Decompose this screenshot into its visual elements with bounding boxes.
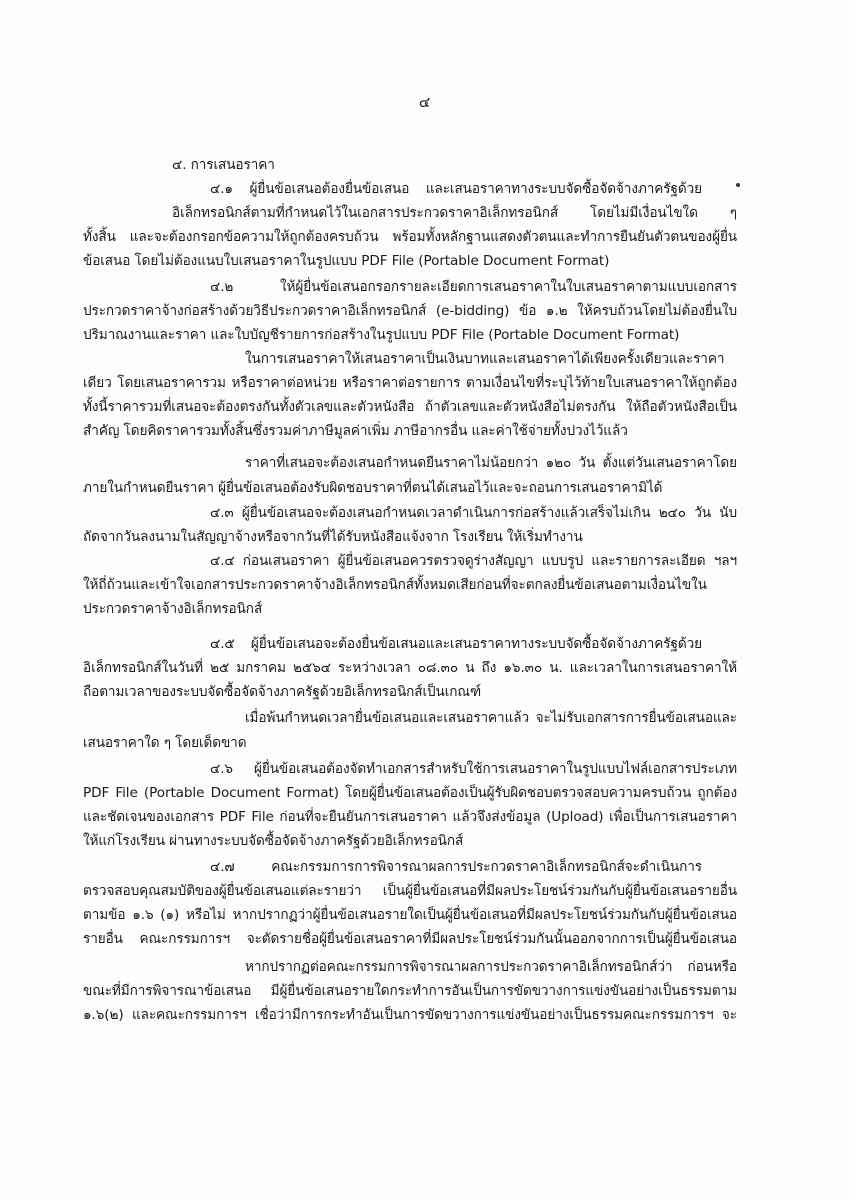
paragraph-line: ๔.๗ คณะกรรมการการพิจารณาผลการประกวดราคาอิเล็กทรอนิกส์จะดำเนินการ — [210, 859, 702, 875]
paragraph-line: เดียว โดยเสนอราคารวม หรือราคาต่อหน่วย หรือราคาต่อรายการ ตามเงื่อนไขที่ระบุไว้ท้ายใบเสนอราคาให้ถูกต้อง — [83, 375, 737, 391]
paragraph-line: ทั้งสิ้น และจะต้องกรอกข้อความให้ถูกต้องครบถ้วน พร้อมทั้งหลักฐานแสดงตัวตนและทำการยืนยันตัวตนของผู้ยื่น — [83, 229, 737, 245]
paragraph-line: ๔.๕ ผู้ยื่นข้อเสนอจะต้องยื่นข้อเสนอและเสนอราคาทางระบบจัดซื้อจัดจ้างภาครัฐด้วย — [210, 636, 702, 652]
paragraph-line: หากปรากฏต่อคณะกรรมการพิจารณาผลการประกวดราคาอิเล็กทรอนิกส์ว่า ก่อนหรือ — [245, 959, 737, 975]
paragraph-line: ในการเสนอราคาให้เสนอราคาเป็นเงินบาทและเสนอราคาได้เพียงครั้งเดียวและราคา — [245, 351, 725, 367]
paragraph-line: ประกวดราคาจ้างอิเล็กทรอนิกส์ — [83, 601, 263, 617]
paragraph-line: ตามข้อ ๑.๖ (๑) หรือไม่ หากปรากฏว่าผู้ยื่นข้อเสนอรายใดเป็นผู้ยื่นข้อเสนอที่มีผลประโยชน์ร่วมกันกับผู้ยื่นข้อเสนอ — [83, 907, 737, 923]
paragraph-line: เสนอราคาใด ๆ โดยเด็ดขาด — [83, 735, 247, 751]
paragraph-line: ภายในกำหนดยืนราคา ผู้ยื่นข้อเสนอต้องรับผิดชอบราคาที่ตนได้เสนอไว้และจะถอนการเสนอราคามิได้ — [83, 480, 663, 496]
paragraph-line: ปริมาณงานและราคา และใบบัญชีรายการก่อสร้างในรูปแบบ PDF File (Portable Document Format) — [83, 327, 680, 343]
paragraph-line: ให้ถี่ถ้วนและเข้าใจเอกสารประกวดราคาจ้างอิเล็กทรอนิกส์ทั้งหมดเสียก่อนที่จะตกลงยื่นข้อเสนอตามเงื่อนไขใน — [83, 577, 707, 593]
paragraph-line: ประกวดราคาจ้างก่อสร้างด้วยวิธีประกวดราคาอิเล็กทรอนิกส์ (e-bidding) ข้อ ๑.๒ ให้ครบถ้วนโดยไม่ต้องยื่นใบ — [83, 303, 737, 319]
paragraph-line: ๔.๖ ผู้ยื่นข้อเสนอต้องจัดทำเอกสารสำหรับใช้การเสนอราคาในรูปแบบไฟล์เอกสารประเภท — [210, 761, 737, 777]
paragraph-line: สำคัญ โดยคิดราคารวมทั้งสิ้นซึ่งรวมค่าภาษีมูลค่าเพิ่ม ภาษีอากรอื่น และค่าใช้จ่ายทั้งปวงไว้แล้ว — [83, 423, 628, 439]
paragraph-line: ๑.๖(๒) และคณะกรรมการฯ เชื่อว่ามีการกระทำอันเป็นการขัดขวางการแข่งขันอย่างเป็นธรรมคณะกรรมการฯ จะ — [83, 1007, 737, 1023]
paragraph-line: ตรวจสอบคุณสมบัติของผู้ยื่นข้อเสนอแต่ละรายว่า เป็นผู้ยื่นข้อเสนอที่มีผลประโยชน์ร่วมกันกับผู้ยื่นข้อเสนอรายอื่น — [83, 883, 737, 899]
paragraph-line: PDF File (Portable Document Format) โดยผู้ยื่นข้อเสนอต้องเป็นผู้รับผิดชอบตรวจสอบความครบถ้วน ถูกต้อง — [83, 785, 737, 801]
section-heading: ๔. การเสนอราคา — [172, 157, 275, 173]
paragraph-line: ถัดจากวันลงนามในสัญญาจ้างหรือจากวันที่ได้รับหนังสือแจ้งจาก โรงเรียน ให้เริ่มทำงาน — [83, 529, 583, 545]
paragraph-line: ๔.๓ ผู้ยื่นข้อเสนอจะต้องเสนอกำหนดเวลาดำเนินการก่อสร้างแล้วเสร็จไม่เกิน ๒๔๐ วัน นับ — [210, 505, 737, 521]
paragraph-line: ๔.๔ ก่อนเสนอราคา ผู้ยื่นข้อเสนอควรตรวจดูร่างสัญญา แบบรูป และรายการละเอียด ฯลฯ — [210, 553, 737, 569]
paragraph-line: อิเล็กทรอนิกส์ตามที่กำหนดไว้ในเอกสารประกวดราคาอิเล็กทรอนิกส์ โดยไม่มีเงื่อนไขใด ๆ — [172, 205, 737, 221]
paragraph-line: ๔.๒ ให้ผู้ยื่นข้อเสนอกรอกรายละเอียดการเสนอราคาในใบเสนอราคาตามแบบเอกสาร — [210, 279, 737, 295]
paragraph-line: ๔.๑ ผู้ยื่นข้อเสนอต้องยื่นข้อเสนอ และเสนอราคาทางระบบจัดซื้อจัดจ้างภาครัฐด้วย — [210, 181, 702, 197]
paragraph-line: และชัดเจนของเอกสาร PDF File ก่อนที่จะยืนยันการเสนอราคา แล้วจึงส่งข้อมูล (Upload) เพื่อเป็นการเสนอราคา — [83, 809, 737, 825]
paragraph-line: ทั้งนี้ราคารวมที่เสนอจะต้องตรงกันทั้งตัวเลขและตัวหนังสือ ถ้าตัวเลขและตัวหนังสือไม่ตรงกัน ให้ถือตัวหนังสือเป็น — [83, 399, 737, 415]
paragraph-line: ราคาที่เสนอจะต้องเสนอกำหนดยืนราคาไม่น้อยกว่า ๑๒๐ วัน ตั้งแต่วันเสนอราคาโดย — [245, 455, 737, 471]
paragraph-line: ถือตามเวลาของระบบจัดซื้อจัดจ้างภาครัฐด้วยอิเล็กทรอนิกส์เป็นเกณฑ์ — [83, 684, 482, 700]
paragraph-line: อิเล็กทรอนิกส์ในวันที่ ๒๕ มกราคม ๒๕๖๔ ระหว่างเวลา ๐๘.๓๐ น ถึง ๑๖.๓๐ น. และเวลาในการเสนอราคาให้ — [83, 660, 737, 676]
paragraph-line: ให้แก่โรงเรียน ผ่านทางระบบจัดซื้อจัดจ้างภาครัฐด้วยอิเล็กทรอนิกส์ — [83, 833, 464, 849]
paragraph-line: ขณะที่มีการพิจารณาข้อเสนอ มีผู้ยื่นข้อเสนอรายใดกระทำการอันเป็นการขัดขวางการแข่งขันอย่างเป็นธรรมตาม — [83, 983, 737, 999]
page-number: ๔ — [418, 93, 431, 111]
stray-dot — [736, 183, 740, 187]
paragraph-line: เมื่อพ้นกำหนดเวลายื่นข้อเสนอและเสนอราคาแล้ว จะไม่รับเอกสารการยื่นข้อเสนอและ — [245, 710, 737, 726]
paragraph-line: รายอื่น คณะกรรมการฯ จะตัดรายชื่อผู้ยื่นข้อเสนอราคาที่มีผลประโยชน์ร่วมกันนั้นออกจากการเป็นผู้ยื่นข้อเสนอ — [83, 931, 737, 947]
paragraph-line: ข้อเสนอ โดยไม่ต้องแนบใบเสนอราคาในรูปแบบ PDF File (Portable Document Format) — [83, 253, 610, 269]
